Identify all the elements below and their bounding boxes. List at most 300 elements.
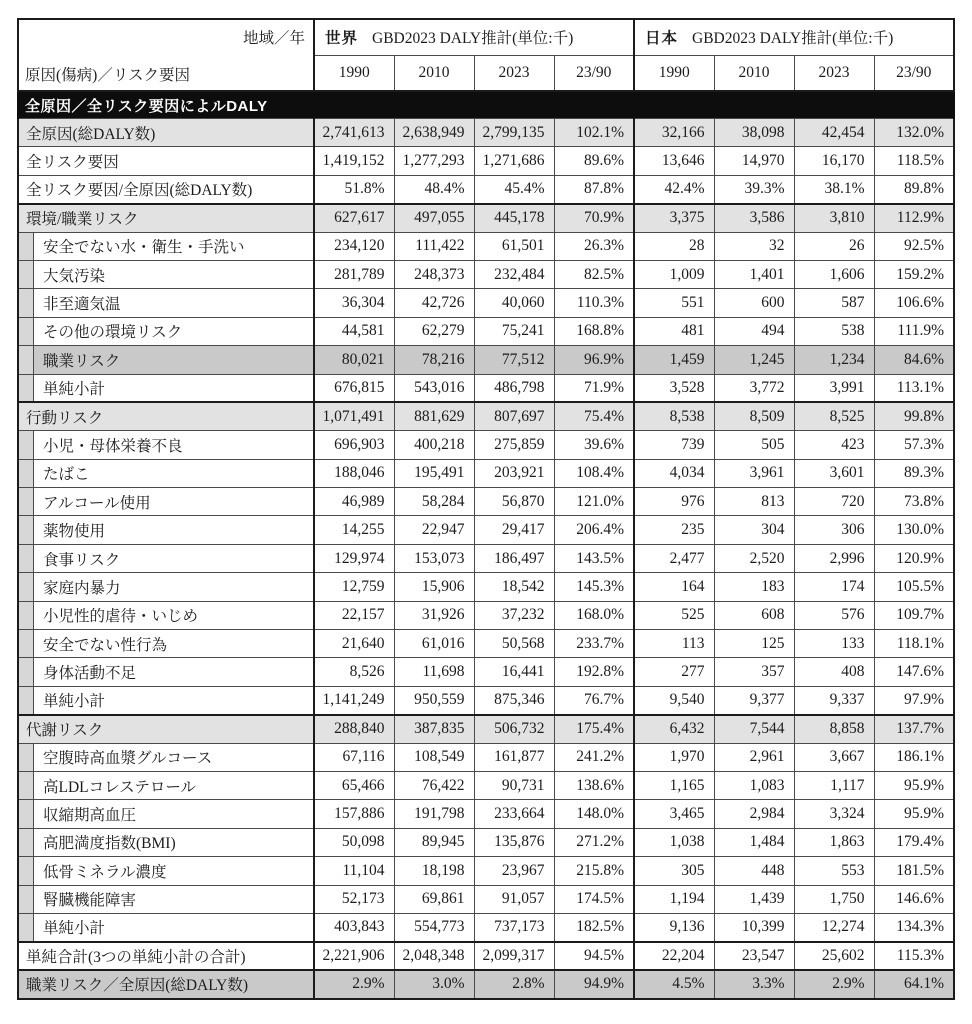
value-cell-japan-2010: 3,772 [714,374,794,402]
value-cell-japan-2023: 720 [794,488,874,516]
value-cell-japan-2010: 39.3% [714,175,794,203]
value-cell-japan-2010: 1,484 [714,828,794,856]
value-cell-world-1990: 1,071,491 [314,402,394,430]
value-cell-world-1990: 129,974 [314,544,394,572]
row-label-text: 単純小計 [43,920,106,938]
value-cell-japan-ratio: 181.5% [874,857,954,885]
value-cell-world-1990: 12,759 [314,573,394,601]
table-header [18,19,954,91]
value-cell-world-2023: 37,232 [474,601,554,629]
table-row [18,260,954,288]
value-cell-japan-2010: 2,984 [714,800,794,828]
value-cell-world-1990: 50,098 [314,828,394,856]
value-cell-japan-2023: 2,996 [794,544,874,572]
value-cell-world-ratio: 87.8% [554,175,634,203]
value-cell-world-2023: 77,512 [474,346,554,374]
row-label [18,459,314,487]
table-row [18,488,954,516]
value-cell-japan-ratio: 118.5% [874,147,954,175]
row-label-text: 職業リスク [43,352,121,370]
value-cell-world-ratio: 233.7% [554,630,634,658]
value-cell-japan-2023: 587 [794,289,874,317]
value-cell-world-1990: 36,304 [314,289,394,317]
row-label-text: 全原因(総DALY数) [26,125,156,143]
value-cell-world-ratio: 71.9% [554,374,634,402]
japan-year-2023: 2023 [794,55,874,91]
value-cell-japan-2023: 133 [794,630,874,658]
value-cell-japan-ratio: 115.3% [874,942,954,970]
value-cell-japan-2023: 1,750 [794,885,874,913]
value-cell-world-2010: 76,422 [394,771,474,799]
table-row [18,175,954,203]
value-cell-world-1990: 67,116 [314,743,394,771]
value-cell-world-ratio: 89.6% [554,147,634,175]
value-cell-world-2010: 18,198 [394,857,474,885]
value-cell-japan-ratio: 97.9% [874,686,954,714]
value-cell-world-2010: 15,906 [394,573,474,601]
indent-strip [19,771,34,799]
world-region-label: 世界 [325,30,359,48]
value-cell-world-2023: 23,967 [474,857,554,885]
value-cell-japan-1990: 277 [634,658,714,686]
world-group-header [314,19,634,55]
value-cell-world-ratio: 121.0% [554,488,634,516]
value-cell-japan-ratio: 146.6% [874,885,954,913]
value-cell-japan-1990: 1,459 [634,346,714,374]
value-cell-world-2010: 1,277,293 [394,147,474,175]
table-row [18,913,954,941]
value-cell-japan-1990: 8,538 [634,402,714,430]
table-row [18,544,954,572]
indent-strip [19,857,34,885]
value-cell-world-ratio: 182.5% [554,913,634,941]
value-cell-japan-ratio: 132.0% [874,119,954,147]
value-cell-japan-ratio: 118.1% [874,630,954,658]
value-cell-world-2010: 42,726 [394,289,474,317]
value-cell-world-ratio: 148.0% [554,800,634,828]
value-cell-japan-ratio: 57.3% [874,431,954,459]
indent-strip [19,828,34,856]
value-cell-world-ratio: 70.9% [554,204,634,232]
value-cell-world-2023: 875,346 [474,686,554,714]
indent-strip [19,232,34,260]
value-cell-japan-2010: 2,961 [714,743,794,771]
table-row [18,686,954,714]
value-cell-world-ratio: 174.5% [554,885,634,913]
indent-strip [19,885,34,913]
value-cell-japan-1990: 164 [634,573,714,601]
value-cell-japan-1990: 2,477 [634,544,714,572]
value-cell-world-2023: 50,568 [474,630,554,658]
value-cell-japan-2023: 3,991 [794,374,874,402]
value-cell-japan-ratio: 120.9% [874,544,954,572]
value-cell-japan-ratio: 111.9% [874,317,954,345]
row-label-text: 非至適気温 [43,296,121,314]
value-cell-japan-ratio: 109.7% [874,601,954,629]
value-cell-world-2023: 29,417 [474,516,554,544]
value-cell-world-2010: 153,073 [394,544,474,572]
value-cell-japan-2010: 10,399 [714,913,794,941]
row-label [18,942,314,970]
indent-strip [19,431,34,459]
value-cell-world-ratio: 138.6% [554,771,634,799]
value-cell-world-2023: 186,497 [474,544,554,572]
value-cell-world-ratio: 82.5% [554,260,634,288]
value-cell-japan-ratio: 130.0% [874,516,954,544]
row-label-text: 小児性的虐待・いじめ [43,608,199,626]
value-cell-japan-ratio: 186.1% [874,743,954,771]
table-row [18,743,954,771]
value-cell-world-2010: 2,048,348 [394,942,474,970]
value-cell-world-1990: 44,581 [314,317,394,345]
value-cell-japan-ratio: 137.7% [874,715,954,743]
indent-strip [19,374,34,402]
value-cell-world-2023: 161,877 [474,743,554,771]
table-row [18,374,954,402]
value-cell-world-ratio: 110.3% [554,289,634,317]
value-cell-world-2023: 1,271,686 [474,147,554,175]
row-label [18,715,314,743]
value-cell-world-2023: 275,859 [474,431,554,459]
row-label-text: 腎臓機能障害 [43,892,137,910]
indent-strip [19,743,34,771]
value-cell-world-2010: 497,055 [394,204,474,232]
table-row [18,970,954,998]
value-cell-japan-1990: 113 [634,630,714,658]
value-cell-world-2010: 543,016 [394,374,474,402]
daly-table [17,18,955,1000]
value-cell-japan-2023: 576 [794,601,874,629]
row-label-text: 高肥満度指数(BMI) [43,835,176,853]
value-cell-world-2023: 807,697 [474,402,554,430]
value-cell-japan-2010: 3,961 [714,459,794,487]
value-cell-world-1990: 627,617 [314,204,394,232]
indent-strip [19,601,34,629]
value-cell-japan-2023: 1,863 [794,828,874,856]
indent-strip [19,516,34,544]
value-cell-world-2023: 135,876 [474,828,554,856]
row-label [18,204,314,232]
value-cell-world-1990: 2.9% [314,970,394,998]
value-cell-world-ratio: 143.5% [554,544,634,572]
row-label [18,771,314,799]
world-group-title: GBD2023 DALY推計(単位:千) [372,30,574,48]
value-cell-world-ratio: 26.3% [554,232,634,260]
section-band-body [18,91,954,119]
value-cell-japan-2023: 8,858 [794,715,874,743]
value-cell-japan-1990: 4,034 [634,459,714,487]
value-cell-japan-2010: 1,439 [714,885,794,913]
value-cell-world-2010: 111,422 [394,232,474,260]
value-cell-japan-ratio: 105.5% [874,573,954,601]
table-row [18,715,954,743]
value-cell-japan-2023: 1,234 [794,346,874,374]
value-cell-world-1990: 1,419,152 [314,147,394,175]
value-cell-world-2010: 191,798 [394,800,474,828]
table-row [18,232,954,260]
row-label [18,260,314,288]
value-cell-japan-2010: 494 [714,317,794,345]
region-year-label: 地域／年 [242,30,305,47]
value-cell-world-2010: 48.4% [394,175,474,203]
row-label-text: たばこ [43,466,90,484]
value-cell-world-ratio: 175.4% [554,715,634,743]
value-cell-world-1990: 80,021 [314,346,394,374]
value-cell-japan-2010: 448 [714,857,794,885]
value-cell-japan-2010: 32 [714,232,794,260]
row-label-text: 収縮期高血圧 [43,807,137,825]
row-label [18,232,314,260]
world-year-2023: 2023 [474,55,554,91]
value-cell-japan-2010: 608 [714,601,794,629]
indent-strip [19,913,34,941]
table-row [18,828,954,856]
table-row [18,459,954,487]
indent-strip [19,630,34,658]
row-label-text: 全リスク要因/全原因(総DALY数) [26,182,253,200]
value-cell-world-ratio: 94.5% [554,942,634,970]
table-row [18,147,954,175]
table-row [18,346,954,374]
value-cell-japan-1990: 6,432 [634,715,714,743]
value-cell-japan-1990: 9,540 [634,686,714,714]
value-cell-world-ratio: 75.4% [554,402,634,430]
value-cell-japan-1990: 3,375 [634,204,714,232]
row-label-text: 高LDLコレステロール [43,778,197,796]
value-cell-japan-2023: 16,170 [794,147,874,175]
table-row [18,857,954,885]
value-cell-japan-2023: 1,606 [794,260,874,288]
value-cell-japan-2023: 2.9% [794,970,874,998]
value-cell-japan-2023: 423 [794,431,874,459]
row-label [18,175,314,203]
row-label-text: 全リスク要因 [26,154,119,172]
value-cell-world-ratio: 206.4% [554,516,634,544]
value-cell-world-2010: 387,835 [394,715,474,743]
value-cell-japan-1990: 9,136 [634,913,714,941]
value-cell-world-1990: 1,141,249 [314,686,394,714]
table-row [18,630,954,658]
value-cell-world-2010: 58,284 [394,488,474,516]
value-cell-japan-1990: 4.5% [634,970,714,998]
value-cell-world-ratio: 108.4% [554,459,634,487]
value-cell-japan-ratio: 73.8% [874,488,954,516]
row-label [18,828,314,856]
value-cell-japan-ratio: 92.5% [874,232,954,260]
row-label [18,970,314,998]
value-cell-japan-2023: 38.1% [794,175,874,203]
row-label [18,317,314,345]
value-cell-japan-2023: 408 [794,658,874,686]
value-cell-japan-1990: 551 [634,289,714,317]
value-cell-world-ratio: 271.2% [554,828,634,856]
value-cell-world-ratio: 76.7% [554,686,634,714]
value-cell-japan-1990: 3,528 [634,374,714,402]
value-cell-japan-2023: 3,667 [794,743,874,771]
value-cell-japan-2010: 505 [714,431,794,459]
value-cell-world-1990: 2,221,906 [314,942,394,970]
row-label-text: 空腹時高血漿グルコース [43,750,213,768]
row-label [18,488,314,516]
value-cell-world-2010: 69,861 [394,885,474,913]
value-cell-japan-ratio: 147.6% [874,658,954,686]
value-cell-world-ratio: 168.0% [554,601,634,629]
value-cell-world-1990: 288,840 [314,715,394,743]
value-cell-world-2010: 248,373 [394,260,474,288]
value-cell-japan-ratio: 134.3% [874,913,954,941]
value-cell-japan-1990: 305 [634,857,714,885]
value-cell-world-ratio: 145.3% [554,573,634,601]
value-cell-japan-1990: 1,194 [634,885,714,913]
row-label-text: 大気汚染 [43,267,106,285]
row-label-text: 行動リスク [26,409,104,427]
value-cell-world-1990: 46,989 [314,488,394,516]
value-cell-world-2023: 18,542 [474,573,554,601]
table-row [18,771,954,799]
value-cell-world-2010: 62,279 [394,317,474,345]
row-label [18,800,314,828]
row-label-text: 職業リスク／全原因(総DALY数) [26,977,249,995]
value-cell-japan-2010: 1,245 [714,346,794,374]
table-row [18,204,954,232]
value-cell-japan-2023: 3,810 [794,204,874,232]
value-cell-japan-1990: 481 [634,317,714,345]
value-cell-world-2010: 2,638,949 [394,119,474,147]
indent-strip [19,800,34,828]
japan-group-header [634,19,954,55]
row-label-text: 薬物使用 [43,523,106,541]
value-cell-japan-2023: 1,117 [794,771,874,799]
value-cell-world-2023: 75,241 [474,317,554,345]
value-cell-japan-2010: 3.3% [714,970,794,998]
value-cell-japan-2023: 42,454 [794,119,874,147]
value-cell-japan-1990: 235 [634,516,714,544]
value-cell-japan-ratio: 179.4% [874,828,954,856]
value-cell-world-2023: 2,799,135 [474,119,554,147]
value-cell-world-2010: 78,216 [394,346,474,374]
row-label [18,346,314,374]
value-cell-japan-2010: 1,401 [714,260,794,288]
section-band-row [18,91,954,119]
value-cell-world-2023: 486,798 [474,374,554,402]
value-cell-japan-2010: 14,970 [714,147,794,175]
cause-risk-label: 原因(傷病)／リスク要因 [25,67,191,84]
value-cell-world-2023: 45.4% [474,175,554,203]
value-cell-world-ratio: 215.8% [554,857,634,885]
row-label [18,516,314,544]
value-cell-world-2023: 233,664 [474,800,554,828]
value-cell-world-2010: 400,218 [394,431,474,459]
value-cell-world-2023: 16,441 [474,658,554,686]
value-cell-japan-ratio: 64.1% [874,970,954,998]
value-cell-world-1990: 188,046 [314,459,394,487]
value-cell-world-1990: 403,843 [314,913,394,941]
value-cell-japan-2010: 357 [714,658,794,686]
row-label [18,374,314,402]
world-year-ratio: 23/90 [554,55,634,91]
value-cell-japan-2023: 25,602 [794,942,874,970]
value-cell-japan-2023: 174 [794,573,874,601]
table-row [18,885,954,913]
value-cell-japan-ratio: 95.9% [874,800,954,828]
value-cell-world-ratio: 241.2% [554,743,634,771]
value-cell-japan-1990: 739 [634,431,714,459]
value-cell-world-2010: 31,926 [394,601,474,629]
row-label [18,119,314,147]
value-cell-world-1990: 676,815 [314,374,394,402]
value-cell-world-2010: 881,629 [394,402,474,430]
value-cell-japan-2023: 26 [794,232,874,260]
indent-strip [19,544,34,572]
indent-strip [19,317,34,345]
value-cell-world-2010: 108,549 [394,743,474,771]
value-cell-japan-2023: 9,337 [794,686,874,714]
value-cell-world-1990: 22,157 [314,601,394,629]
value-cell-japan-1990: 42.4% [634,175,714,203]
row-label [18,913,314,941]
value-cell-japan-ratio: 89.3% [874,459,954,487]
row-label-text: 家庭内暴力 [43,579,121,597]
value-cell-japan-2010: 7,544 [714,715,794,743]
value-cell-world-ratio: 168.8% [554,317,634,345]
indent-strip [19,686,34,714]
row-label-text: その他の環境リスク [43,324,183,342]
value-cell-japan-2010: 304 [714,516,794,544]
value-cell-world-2023: 91,057 [474,885,554,913]
row-label-text: 身体活動不足 [43,665,137,683]
world-year-2010: 2010 [394,55,474,91]
value-cell-world-1990: 11,104 [314,857,394,885]
row-label [18,686,314,714]
table-row [18,658,954,686]
value-cell-japan-1990: 1,165 [634,771,714,799]
value-cell-world-2010: 11,698 [394,658,474,686]
row-label-text: アルコール使用 [43,494,151,512]
value-cell-japan-ratio: 159.2% [874,260,954,288]
table-row [18,573,954,601]
value-cell-japan-2023: 8,525 [794,402,874,430]
value-cell-japan-2010: 1,083 [714,771,794,799]
row-label [18,658,314,686]
value-cell-japan-1990: 28 [634,232,714,260]
value-cell-japan-2010: 8,509 [714,402,794,430]
value-cell-japan-1990: 1,970 [634,743,714,771]
table-row [18,289,954,317]
row-label-text: 食事リスク [43,551,121,569]
row-label [18,431,314,459]
value-cell-japan-1990: 32,166 [634,119,714,147]
value-cell-japan-1990: 3,465 [634,800,714,828]
table-row [18,402,954,430]
japan-year-ratio: 23/90 [874,55,954,91]
section-band: 全原因／全リスク要因によルDALY [18,91,954,119]
value-cell-world-2010: 554,773 [394,913,474,941]
value-cell-japan-2010: 38,098 [714,119,794,147]
row-label-text: 単純小計 [43,380,106,398]
row-label-text: 小児・母体栄養不良 [43,437,183,455]
table-row [18,119,954,147]
value-cell-world-2010: 22,947 [394,516,474,544]
value-cell-japan-2010: 3,586 [714,204,794,232]
row-label [18,601,314,629]
value-cell-world-2010: 89,945 [394,828,474,856]
value-cell-world-ratio: 102.1% [554,119,634,147]
value-cell-world-1990: 52,173 [314,885,394,913]
row-label [18,857,314,885]
value-cell-japan-2023: 538 [794,317,874,345]
japan-year-1990: 1990 [634,55,714,91]
table-row [18,601,954,629]
